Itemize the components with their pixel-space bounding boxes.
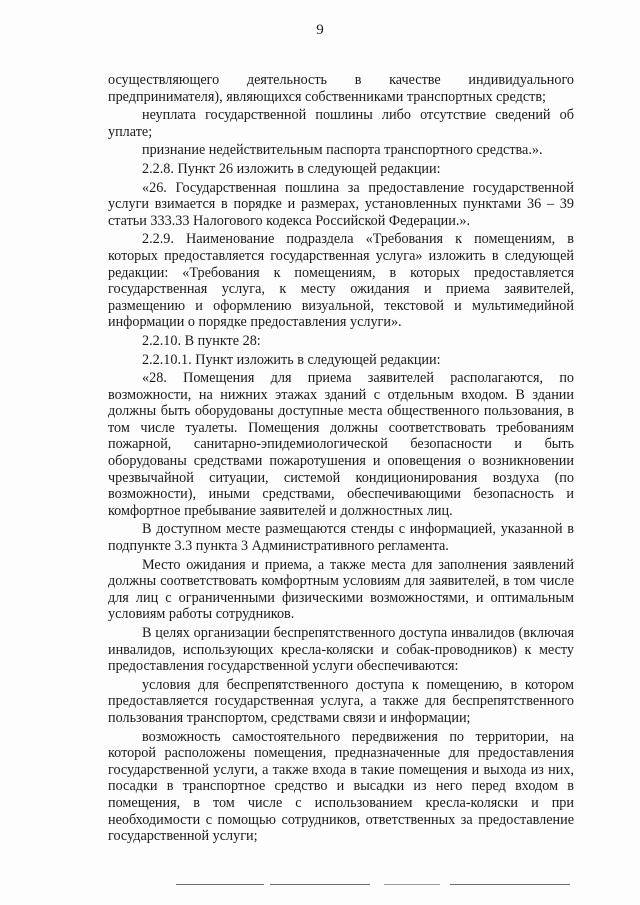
paragraph: неуплата государственной пошлины либо отсутствие сведений об уплате;	[108, 107, 574, 140]
document-body	[108, 72, 574, 847]
paragraph: «26. Государственная пошлина за предоставление государственной услуги взимается в порядке и размерах, установленных пунктами 36 – 39 статьи 333.33 Налогового кодекса Российской Федерации.».	[108, 179, 574, 229]
paragraph: В доступном месте размещаются стенды с информацией, указанной в подпункте 3.3 пункта 3 Административного регламента.	[108, 521, 574, 555]
footer-rule	[176, 884, 264, 885]
page-number: 9	[316, 22, 324, 38]
paragraph: осуществляющего деятельность в качестве индивидуального предпринимателя), являющихся собственниками транспортных средств;	[108, 72, 574, 105]
paragraph: В целях организации беспрепятственного доступа инвалидов (включая инвалидов, использующих кресла-коляски и собак-проводников) к месту предоставления государственной услуги обеспечиваются:	[108, 625, 574, 675]
paragraph: условия для беспрепятственного доступа к помещению, в котором предоставляется государственная услуга, а также для беспрепятственного пользования транспортом, средствами связи и информации;	[108, 676, 574, 726]
paragraph: 2.2.9. Наименование подраздела «Требования к помещениям, в которых предоставляется государственная услуга» изложить в следующей редакции: «Требования к помещениям, в которых предоставляется государственная услуга, к месту ожидания и приема заявителей, размещению и оформлению визуальной, текстовой и мультимедийной информации о порядке предоставления услуги».	[108, 231, 574, 331]
footer-rule	[450, 884, 570, 885]
paragraph: Место ожидания и приема, а также места для заполнения заявлений должны соответствовать комфортным условиям для заявителей, в том числе для лиц с ограниченными физическими возможностями, и оптимальным условиям работы сотрудников.	[108, 556, 574, 623]
paragraph: 2.2.8. Пункт 26 изложить в следующей редакции:	[142, 160, 441, 177]
footer-rule	[270, 884, 370, 885]
paragraph: возможность самостоятельного передвижения по территории, на которой расположены помещения, предназначенные для предоставления государственной услуги, а также входа в такие помещения и выхода из них, посадки в транспортное средство и высадки из него перед входом в помещения, в том числе с использованием кресла-коляски и при необходимости с помощью сотрудников, ответственных за предоставление государственной услуги;	[108, 728, 574, 845]
paragraph: 2.2.10. В пункте 28:	[142, 332, 261, 349]
paragraph: «28. Помещения для приема заявителей располагаются, по возможности, на нижних этажах зданий с отдельным входом. В здании должны быть оборудованы доступные места общественного пользования, в том числе туалеты. Помещения должны соответствовать требованиям пожарной, санитарно-эпидемиологической безопасности и быть оборудованы средствами пожаротушения и оповещения о возникновении чрезвычайной ситуации, системой кондиционирования воздуха (по возможности), иными средствами, обеспечивающими безопасность и комфортное пребывание заявителей и должностных лиц.	[108, 370, 574, 519]
paragraph: признание недействительным паспорта транспортного средства.».	[142, 142, 543, 159]
footer-rule	[384, 884, 440, 885]
paragraph: 2.2.10.1. Пункт изложить в следующей редакции:	[142, 351, 441, 368]
